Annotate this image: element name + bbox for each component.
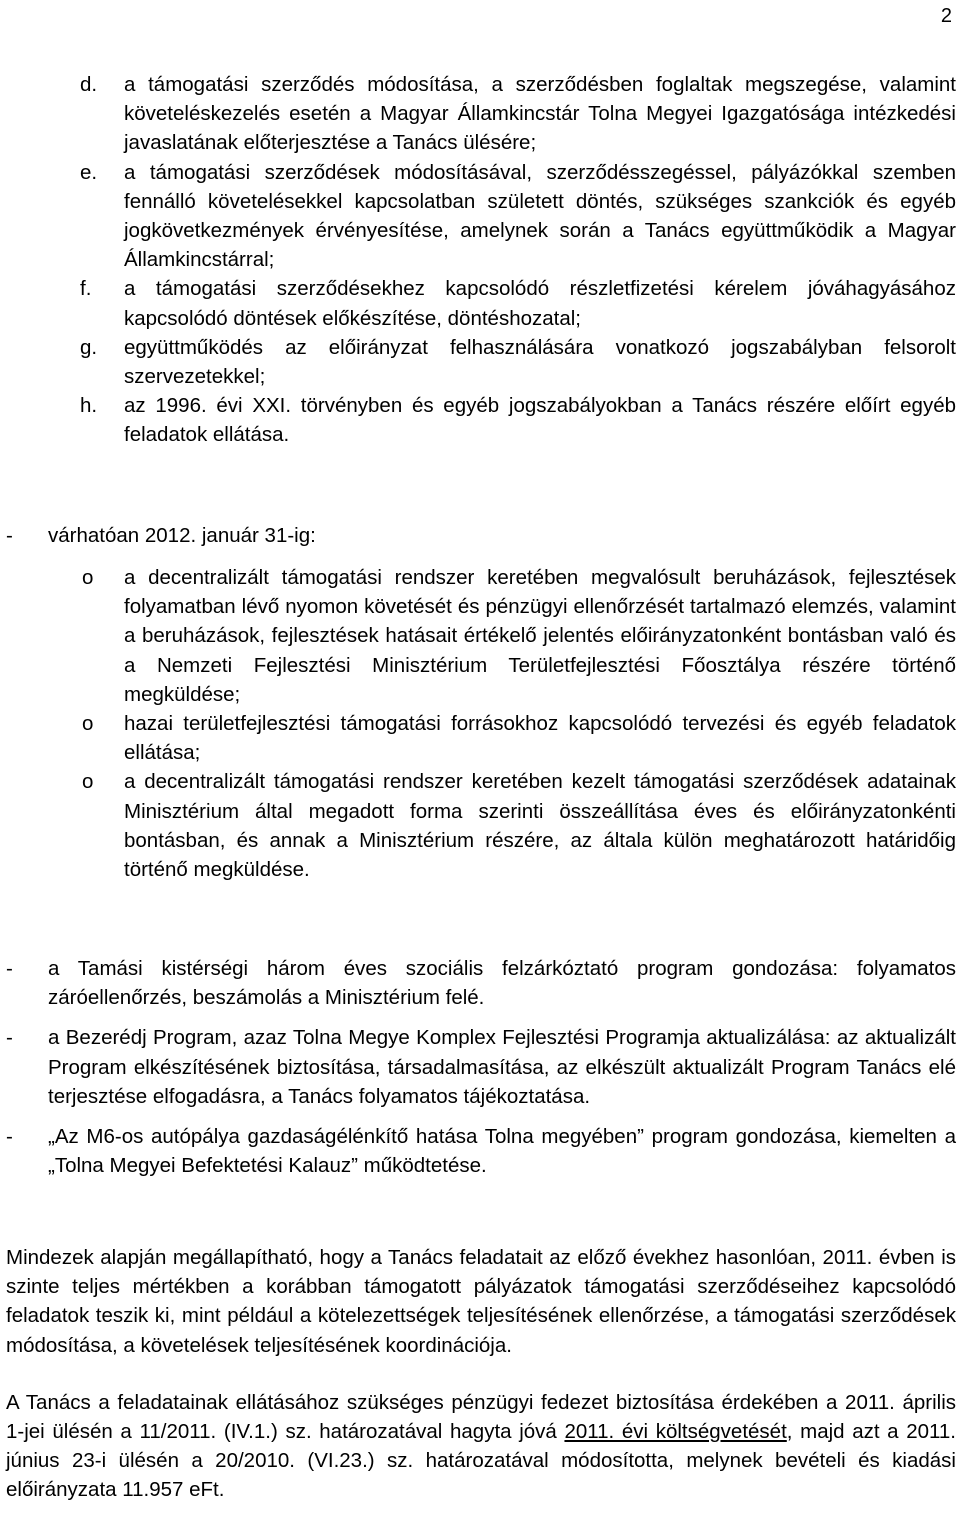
summary-paragraph: Mindezek alapján megállapítható, hogy a Tanács feladatait az előző évekhez hasonlóan, 2011. évben is szinte teljes mértékben a korábban támogatott pályázatok támogatási szerződéseihez kapcsolódó feladatok teszik ki, mint például a kötelezettségek teljesítésének ellenőrzése, a támogatási szerződések módosítása, a követelések teljesítésének koordinációja. <box>6 1246 956 1357</box>
list-marker: g. <box>80 335 98 359</box>
list-item <box>0 333 960 391</box>
lettered-list <box>0 70 960 450</box>
list-item-text: a támogatási szerződésekhez kapcsolódó részletfizetési kérelem jóváhagyásához kapcsolódó döntések előkészítése, döntéshozatal; <box>124 277 956 330</box>
bullet-marker: o <box>82 566 94 589</box>
list-item <box>0 563 960 709</box>
list-item <box>0 521 960 550</box>
list-item <box>0 709 960 767</box>
budget-paragraph-end: , majd azt a 2011. június 23-i ülésén a 20/2010. (VI.23.) sz. határozatával módosította, melynek bevételi és kiadási előirányzata 11.957 eFt. <box>6 1420 957 1502</box>
list-marker: h. <box>80 394 98 418</box>
dash-marker: - <box>6 524 13 547</box>
list-item-text: a támogatási szerződések módosításával, szerződésszegéssel, pályázókkal szemben fennálló követelésekkel kapcsolatban született döntés, szükséges szankciók és egyéb jogkövetkezmények érvényesítése, amelynek során a Tanács együttműködik a Magyar Államkincstárral; <box>124 160 956 272</box>
list-item-text: a decentralizált támogatási rendszer keretében kezelt támogatási szerződések adatainak Minisztérium által megadott forma szerinti összeállítása éves és előirányzatonkénti bontásban, és annak a Minisztérium részére, az általa külön meghatározott határidőig történő megküldése. <box>124 770 956 882</box>
list-item <box>0 1023 960 1111</box>
deadline-list <box>0 521 960 550</box>
list-marker: e. <box>80 160 98 184</box>
sub-list <box>0 563 960 884</box>
list-item-text: a decentralizált támogatási rendszer keretében megvalósult beruházások, fejlesztések folyamatban lévő nyomon követését és pénzügyi ellenőrzését tartalmazó elemzés, valamint a beruházások, fejlesztések hatásait értékelő jelentés előirányzatonként bontásban való és a Nemzeti Fejlesztési Minisztérium Területfejlesztési Főosztálya részére történő megküldése; <box>124 566 956 706</box>
budget-paragraph-start: A Tanács a feladatainak ellátásához szükséges pénzügyi fedezet biztosítása érdekében a 2011. április 1-jei ülésén a 11/2011. (IV.1.) sz. határozatával hagyta jóvá <box>6 1390 956 1444</box>
deadline-text: várhatóan 2012. január 31-ig: <box>48 524 316 547</box>
bullet-marker: o <box>82 712 94 736</box>
list-item-text: a Bezerédj Program, azaz Tolna Megye Komplex Fejlesztési Programja aktualizálása: az aktualizált Program elkészítésének biztosítása, társadalmasítása, az elkészült aktualizált Program Tanács elé terjesztése elfogadásra, a Tanács folyamatos tájékoztatása. <box>48 1026 956 1108</box>
list-item-text: együttműködés az előirányzat felhasználására vonatkozó jogszabályban felsorolt szervezetekkel; <box>124 335 956 389</box>
list-item <box>0 391 960 449</box>
list-marker: d. <box>80 73 98 96</box>
list-item <box>0 1122 960 1180</box>
list-item <box>0 954 960 1012</box>
list-item-text: az 1996. évi XXI. törvényben és egyéb jogszabályokban a Tanács részére előírt egyéb feladatok ellátása. <box>124 394 956 447</box>
dash-marker: - <box>6 1026 13 1050</box>
body-paragraphs <box>0 1243 960 1533</box>
page-number: 2 <box>940 5 952 27</box>
list-item-text: a támogatási szerződés módosítása, a szerződésben foglaltak megszegése, valamint követeléskezelés esetén a Magyar Államkincstár Tolna Megyei Igazgatósága intézkedési javaslatának előterjesztése a Tanács ülésére; <box>124 73 956 155</box>
list-item <box>0 767 960 884</box>
dash-marker: - <box>6 957 13 980</box>
dash-list <box>0 954 960 1191</box>
list-item-text: „Az M6-os autópálya gazdaságélénkítő hatása Tolna megyében” program gondozása, kiemelten a „Tolna Megyei Befektetési Kalauz” működtetése. <box>48 1125 956 1178</box>
list-item <box>0 274 960 332</box>
list-item <box>0 158 960 275</box>
budget-link[interactable]: 2011. évi költségvetését <box>564 1420 787 1444</box>
budget-paragraph <box>0 1388 960 1505</box>
list-item-text: hazai területfejlesztési támogatási forrásokhoz kapcsolódó tervezési és egyéb feladatok ellátása; <box>124 712 956 765</box>
list-item <box>0 70 960 158</box>
list-item-text: a Tamási kistérségi három éves szociális felzárkóztató program gondozása: folyamatos záróellenőrzés, beszámolás a Minisztérium felé. <box>48 957 956 1010</box>
bullet-marker: o <box>82 770 94 794</box>
list-marker: f. <box>80 277 92 301</box>
dash-marker: - <box>6 1125 13 1149</box>
